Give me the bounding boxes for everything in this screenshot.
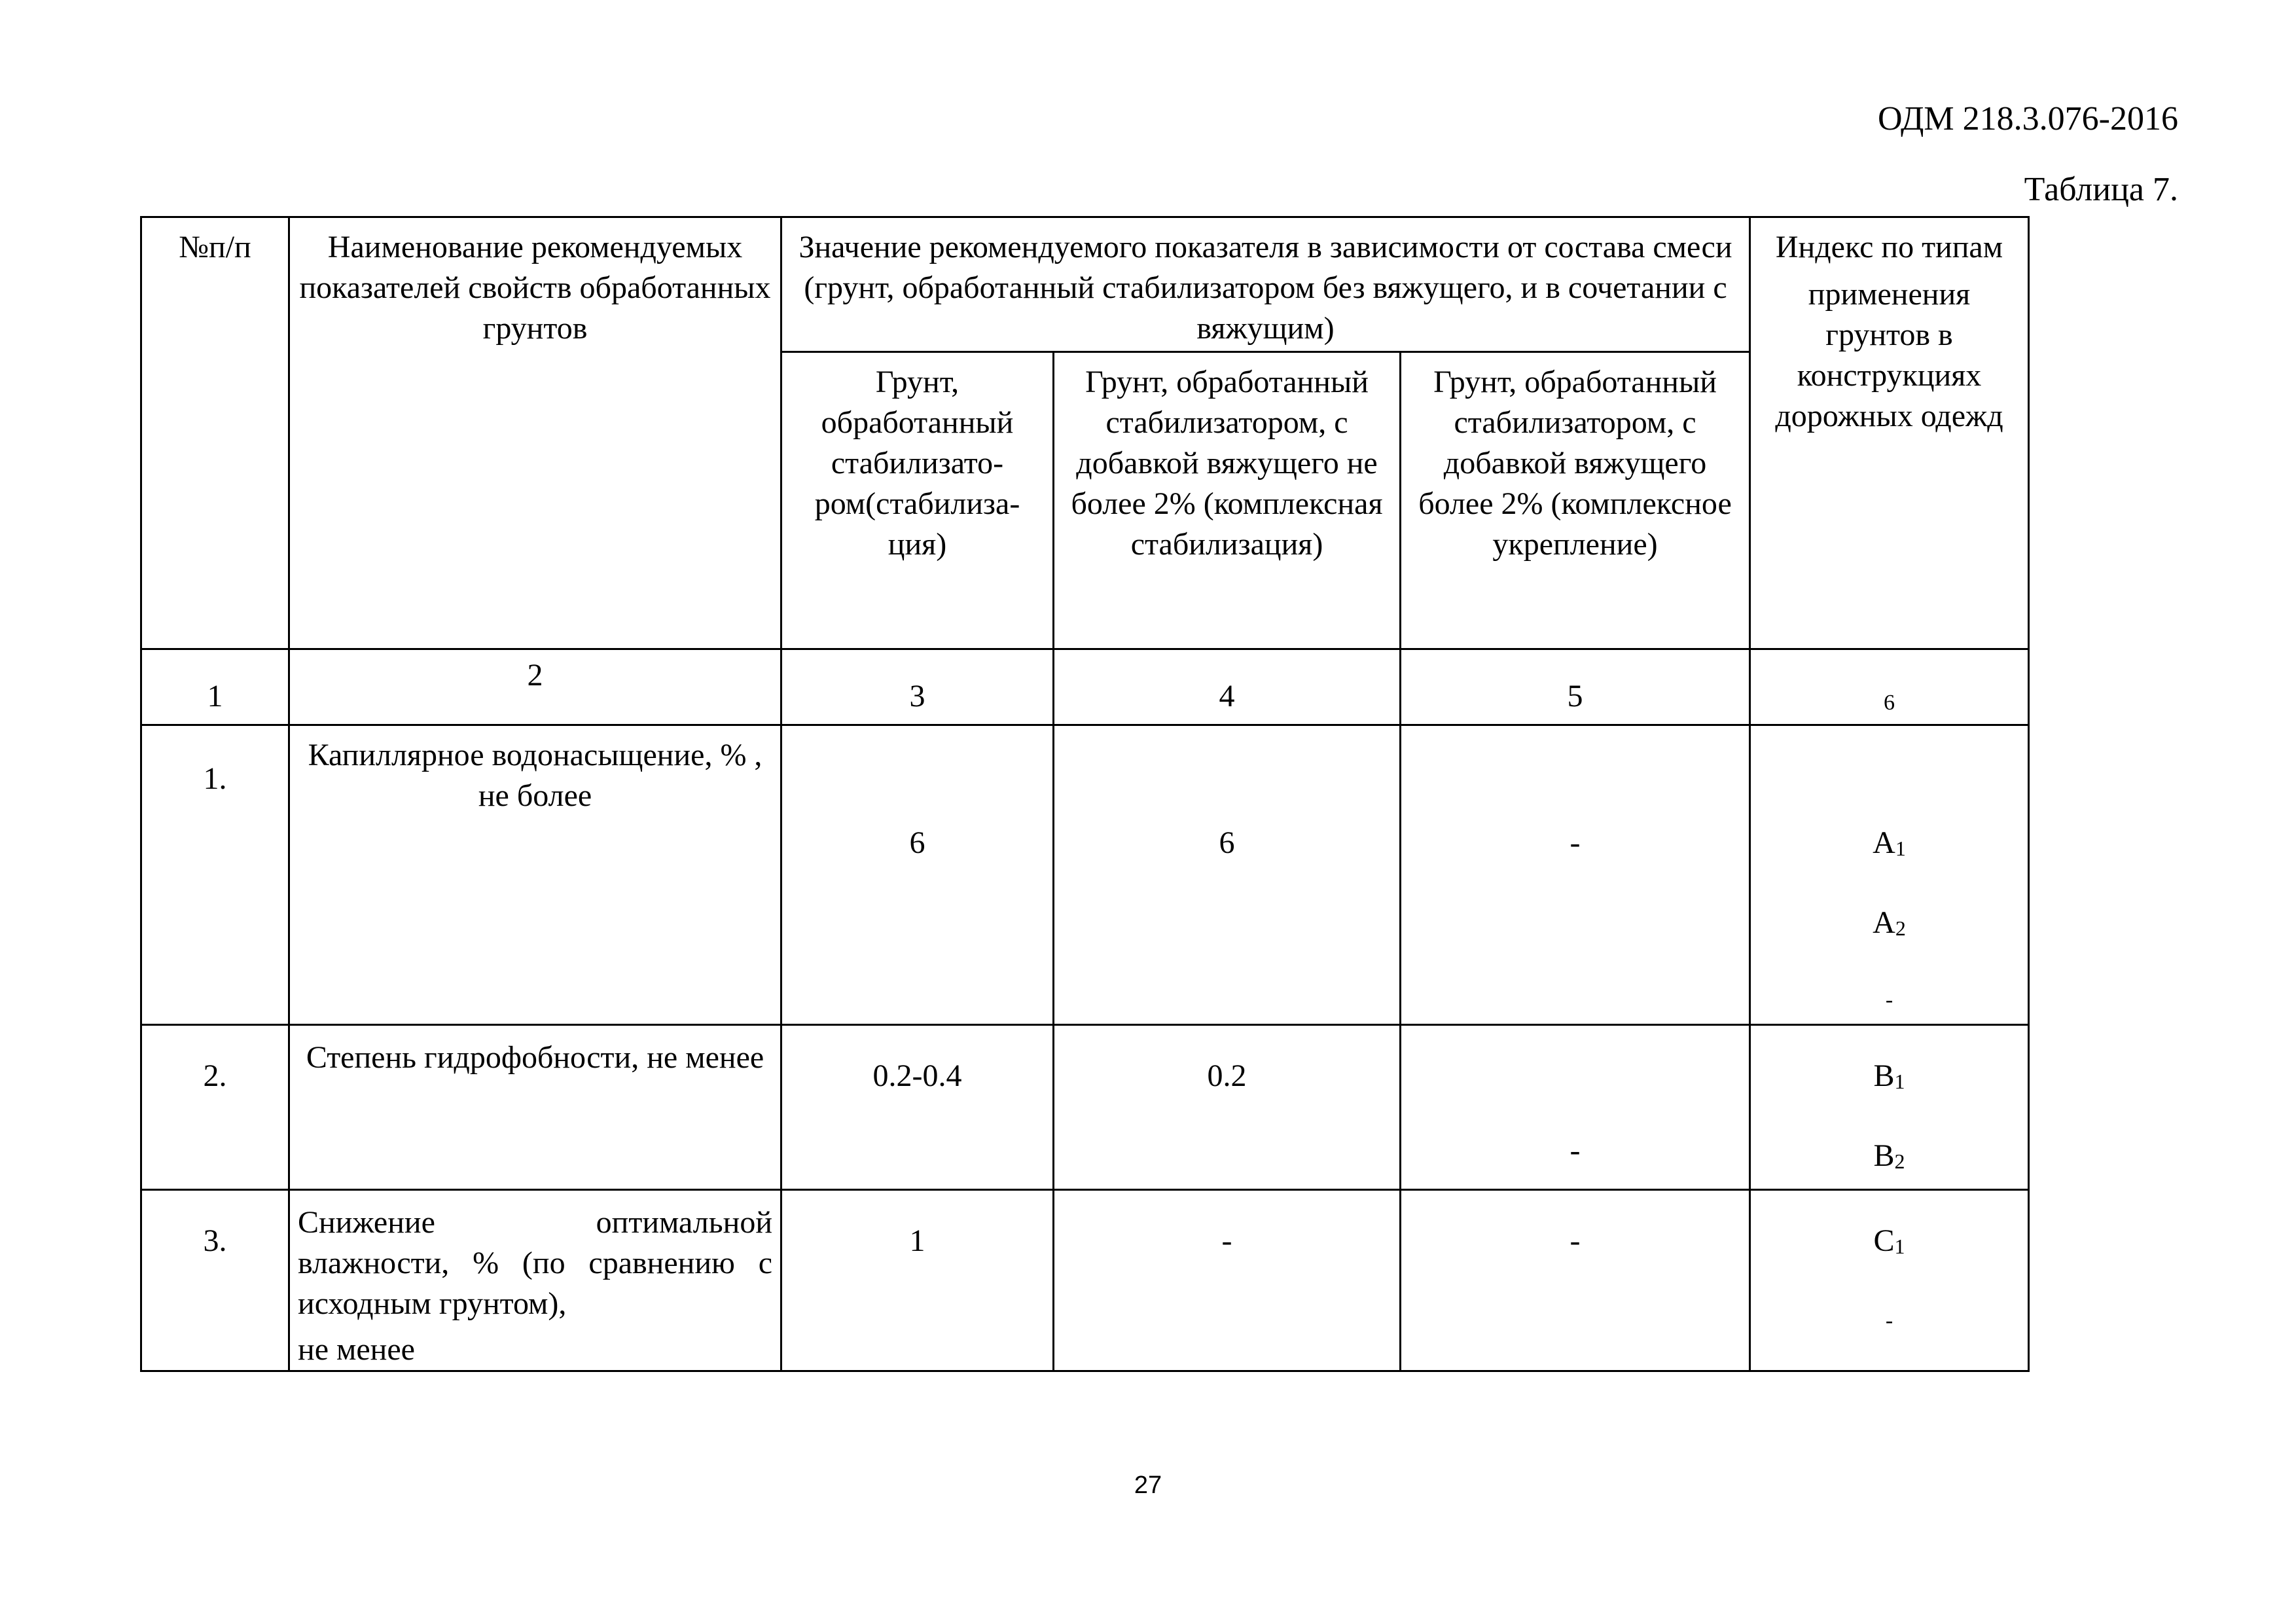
table-caption: Таблица 7. bbox=[2024, 171, 2178, 208]
row-value-complex-stabilization: 6 bbox=[1054, 725, 1401, 1025]
row-value-complex-strengthening: - bbox=[1401, 725, 1750, 1025]
subheader-complex-stabilization-label: Грунт, обработанный стабилизатором, с добавкой вяжущего не более 2% (комплексная стабилизация) bbox=[1071, 365, 1383, 562]
header-group bbox=[781, 217, 1750, 352]
subheader-complex-strengthening-label: Грунт, обработанный стабилизатором, с добавкой вяжущего более 2% (комплексное укрепление) bbox=[1418, 365, 1732, 562]
column-number: 4 bbox=[1054, 649, 1401, 725]
subheader-complex-stabilization bbox=[1054, 352, 1401, 649]
row-value-complex-stabilization: 0.2 bbox=[1054, 1025, 1401, 1190]
column-number: 3 bbox=[781, 649, 1054, 725]
header-name bbox=[289, 217, 781, 649]
document-code: ОДМ 218.3.076-2016 bbox=[1878, 100, 2178, 137]
row-index bbox=[1750, 1025, 2029, 1190]
table-row bbox=[141, 1025, 2029, 1190]
index-value: $C_1$ bbox=[1873, 1223, 1905, 1258]
index-value: $A_1$ bbox=[1873, 825, 1906, 860]
row-number: 3. bbox=[141, 1190, 289, 1371]
row-value-stabilization: 6 bbox=[781, 725, 1054, 1025]
index-value: $B_1$ bbox=[1873, 1058, 1905, 1093]
index-dash: - bbox=[1885, 1308, 1893, 1333]
header-name-label: Наименование рекомендуемых показателей свойств обработанных грунтов bbox=[299, 230, 771, 346]
row-index bbox=[1750, 725, 2029, 1025]
column-numbering-row bbox=[141, 649, 2029, 725]
row-number: 2. bbox=[141, 1025, 289, 1190]
subheader-stabilization bbox=[781, 352, 1054, 649]
header-index-line2: применения грунтов в конструкциях дорожных одежд bbox=[1775, 277, 2003, 433]
header-number-label: №п/п bbox=[179, 230, 251, 264]
row-value-stabilization: 0.2-0.4 bbox=[781, 1025, 1054, 1190]
header-row bbox=[141, 217, 2029, 352]
subheader-stabilization-label: Грунт, обработанный стабилизато-ром(стабилиза-ция) bbox=[814, 365, 1020, 562]
index-value: $A_2$ bbox=[1873, 905, 1906, 940]
column-number: 2 bbox=[289, 649, 781, 725]
header-index bbox=[1750, 217, 2029, 649]
row-value-complex-stabilization: - bbox=[1054, 1190, 1401, 1371]
row-index bbox=[1750, 1190, 2029, 1371]
page-number: 27 bbox=[1134, 1471, 1162, 1499]
table-row bbox=[141, 725, 2029, 1025]
row-value-stabilization: 1 bbox=[781, 1190, 1054, 1371]
row-name: Степень гидрофобности, не менее bbox=[289, 1025, 781, 1190]
index-dash: - bbox=[1885, 988, 1893, 1012]
row-name-line: не менее bbox=[298, 1332, 415, 1367]
subheader-complex-strengthening bbox=[1401, 352, 1750, 649]
column-number: 1 bbox=[141, 649, 289, 725]
header-index-line1: Индекс по типам bbox=[1775, 230, 2003, 264]
properties-table bbox=[140, 216, 2030, 1372]
row-value-complex-strengthening: - bbox=[1401, 1025, 1750, 1190]
index-value: $B_2$ bbox=[1873, 1138, 1905, 1173]
row-name-line: Снижение оптимальной влажности, % (по сравнению с исходным грунтом), bbox=[298, 1205, 772, 1321]
row-name: Капиллярное водонасыщение, % , не более bbox=[289, 725, 781, 1025]
header-group-label: Значение рекомендуемого показателя в зависимости от состава смеси (грунт, обработанный стабилизатором без вяжущего, и в сочетании с вяжущим) bbox=[798, 230, 1732, 346]
column-number: 6 bbox=[1750, 649, 2029, 725]
table-row bbox=[141, 1190, 2029, 1371]
row-number: 1. bbox=[141, 725, 289, 1025]
row-value-complex-strengthening: - bbox=[1401, 1190, 1750, 1371]
row-name bbox=[289, 1190, 781, 1371]
header-number bbox=[141, 217, 289, 649]
column-number: 5 bbox=[1401, 649, 1750, 725]
